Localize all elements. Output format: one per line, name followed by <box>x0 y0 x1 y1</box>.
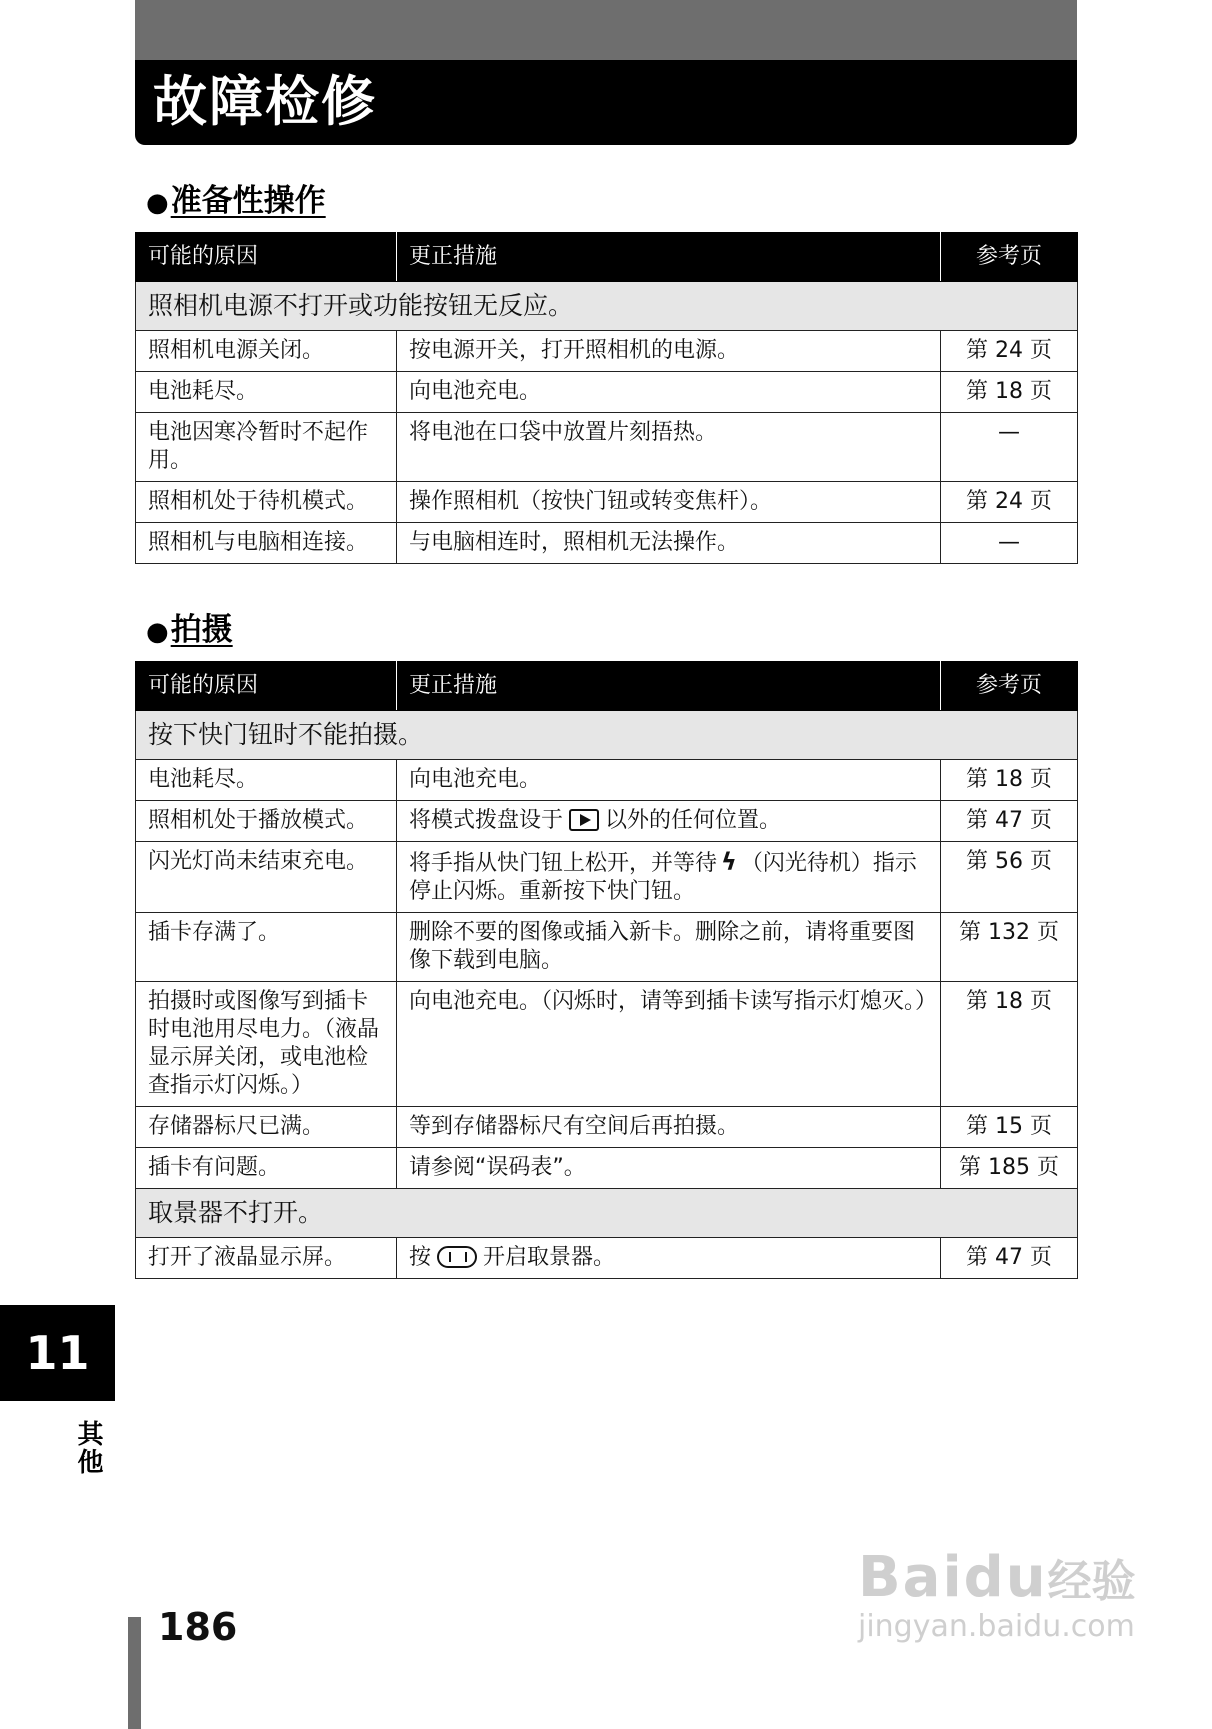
bullet-icon: ● <box>146 617 169 647</box>
table-row <box>136 523 1078 564</box>
remedy-text-pre: 将模式拨盘设于 <box>409 808 564 833</box>
cause-cell: 插卡有问题。 <box>136 1148 397 1189</box>
table-row <box>136 760 1078 801</box>
cause-cell: 拍摄时或图像写到插卡时电池用尽电力。（液晶显示屏关闭，或电池检查指示灯闪烁。） <box>136 982 397 1107</box>
remedy-cell: 等到存储器标尺有空间后再拍摄。 <box>397 1107 941 1148</box>
title-bar <box>135 0 1077 145</box>
ref-cell: 第 15 页 <box>941 1107 1078 1148</box>
remedy-text-pre: 将手指从快门钮上松开，并等待 <box>409 851 718 876</box>
page-title: 故障检修 <box>153 70 377 133</box>
ref-cell: 第 47 页 <box>941 801 1078 842</box>
ref-cell: 第 24 页 <box>941 482 1078 523</box>
header-ref: 参考页 <box>941 662 1078 711</box>
cause-cell: 电池耗尽。 <box>136 760 397 801</box>
remedy-text-post: 开启取景器。 <box>483 1245 616 1270</box>
watermark-url: jingyan.baidu.com <box>858 1609 1135 1644</box>
table-row <box>136 982 1078 1107</box>
cause-cell: 打开了液晶显示屏。 <box>136 1238 397 1279</box>
remedy-cell: 向电池充电。（闪烁时，请等到插卡读写指示灯熄灭。） <box>397 982 941 1107</box>
table-row <box>136 842 1078 913</box>
cause-cell: 电池耗尽。 <box>136 372 397 413</box>
remedy-text-post: （闪光待机）指示停止闪烁。重新按下快门钮。 <box>409 851 917 904</box>
remedy-text-post: 以外的任何位置。 <box>605 808 782 833</box>
watermark-brand-cn: 经验 <box>1047 1556 1136 1607</box>
table-row <box>136 372 1078 413</box>
group-title: 按下快门钮时不能拍摄。 <box>136 711 1078 760</box>
chapter-tab: 11 <box>0 1305 115 1401</box>
flash-icon: ϟ <box>721 848 737 876</box>
remedy-cell: 向电池充电。 <box>397 372 941 413</box>
ref-cell: — <box>941 523 1078 564</box>
troubleshooting-table-shooting <box>135 661 1078 1279</box>
section-heading-text: 准备性操作 <box>170 183 326 219</box>
ref-cell: 第 18 页 <box>941 760 1078 801</box>
group-row <box>136 711 1078 760</box>
remedy-cell: 操作照相机（按快门钮或转变焦杆）。 <box>397 482 941 523</box>
cause-cell: 照相机处于待机模式。 <box>136 482 397 523</box>
playback-icon <box>569 809 599 831</box>
cause-cell: 照相机处于播放模式。 <box>136 801 397 842</box>
remedy-cell: 按电源开关，打开照相机的电源。 <box>397 331 941 372</box>
header-cause: 可能的原因 <box>136 662 397 711</box>
ref-cell: 第 185 页 <box>941 1148 1078 1189</box>
group-title: 照相机电源不打开或功能按钮无反应。 <box>136 282 1078 331</box>
ref-cell: 第 132 页 <box>941 913 1078 982</box>
remedy-text-pre: 按 <box>409 1245 432 1270</box>
header-remedy: 更正措施 <box>397 233 941 282</box>
cause-cell: 照相机电源关闭。 <box>136 331 397 372</box>
group-row <box>136 1189 1078 1238</box>
table-header-row <box>136 233 1078 282</box>
group-title: 取景器不打开。 <box>136 1189 1078 1238</box>
table-row <box>136 801 1078 842</box>
watermark-brand: Bai <box>858 1545 964 1610</box>
header-cause: 可能的原因 <box>136 233 397 282</box>
remedy-cell: 将电池在口袋中放置片刻捂热。 <box>397 413 941 482</box>
watermark <box>858 1545 1136 1645</box>
page-number-bar <box>128 1617 141 1729</box>
section-heading-shooting <box>146 610 233 652</box>
chapter-label: 其他 <box>73 1420 103 1476</box>
cause-cell: 插卡存满了。 <box>136 913 397 982</box>
remedy-cell <box>397 801 941 842</box>
ref-cell: 第 47 页 <box>941 1238 1078 1279</box>
section-heading-preparation <box>146 181 326 223</box>
table-row <box>136 331 1078 372</box>
table-row <box>136 1238 1078 1279</box>
ref-cell: 第 18 页 <box>941 372 1078 413</box>
header-remedy: 更正措施 <box>397 662 941 711</box>
remedy-cell: 向电池充电。 <box>397 760 941 801</box>
section-heading-text: 拍摄 <box>170 612 233 648</box>
remedy-cell <box>397 842 941 913</box>
group-row <box>136 282 1078 331</box>
troubleshooting-table-preparation <box>135 232 1078 564</box>
cause-cell: 电池因寒冷暂时不起作用。 <box>136 413 397 482</box>
cause-cell: 照相机与电脑相连接。 <box>136 523 397 564</box>
ref-cell: 第 24 页 <box>941 331 1078 372</box>
table-row <box>136 482 1078 523</box>
remedy-cell: 删除不要的图像或插入新卡。删除之前，请将重要图像下载到电脑。 <box>397 913 941 982</box>
title-bar-grey-strip <box>135 0 1077 60</box>
remedy-cell: 与电脑相连时，照相机无法操作。 <box>397 523 941 564</box>
table-row <box>136 413 1078 482</box>
header-ref: 参考页 <box>941 233 1078 282</box>
page-number: 186 <box>158 1605 238 1649</box>
cause-cell: 存储器标尺已满。 <box>136 1107 397 1148</box>
bullet-icon: ● <box>146 188 169 218</box>
ref-cell: 第 56 页 <box>941 842 1078 913</box>
remedy-cell: 请参阅“误码表”。 <box>397 1148 941 1189</box>
remedy-cell <box>397 1238 941 1279</box>
cause-cell: 闪光灯尚未结束充电。 <box>136 842 397 913</box>
watermark-brand-mid: du <box>963 1545 1048 1610</box>
ref-cell: — <box>941 413 1078 482</box>
table-header-row <box>136 662 1078 711</box>
table-row <box>136 913 1078 982</box>
ref-cell: 第 18 页 <box>941 982 1078 1107</box>
table-row <box>136 1107 1078 1148</box>
table-row <box>136 1148 1078 1189</box>
viewfinder-button-icon <box>437 1246 477 1268</box>
